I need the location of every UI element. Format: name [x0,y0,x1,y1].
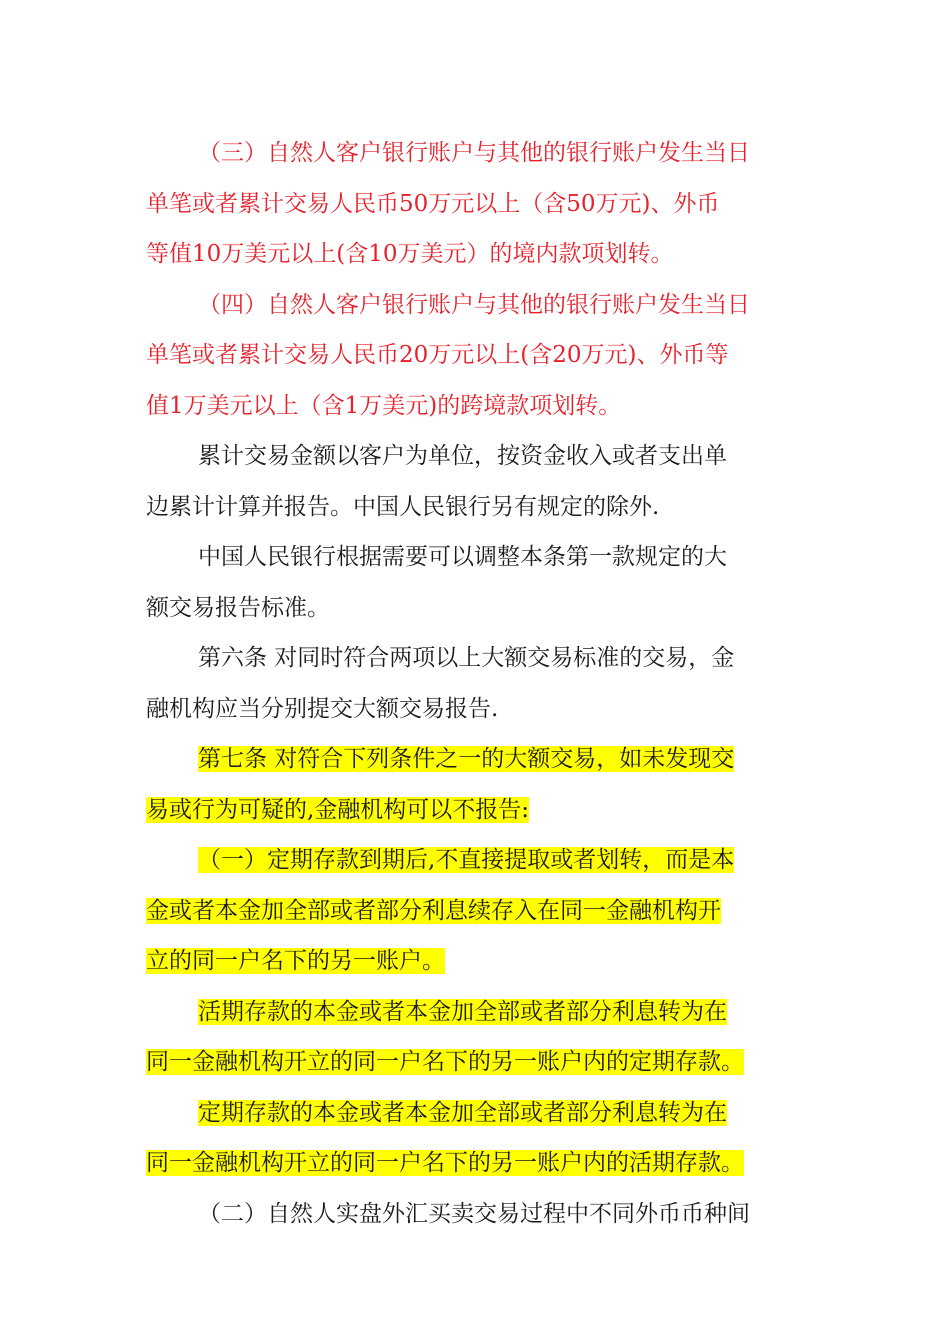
text-line: 累计交易金额以客户为单位，按资金收入或者支出单 [198,443,727,469]
highlighted-line-wrap [146,936,806,987]
text-line: 中国人民银行根据需要可以调整本条第一款规定的大 [198,544,727,570]
highlighted-line-wrap [146,1037,806,1088]
text-line: （四）自然人客户银行账户与其他的银行账户发生当日 [198,291,750,318]
text-line-highlighted: 第七条 对符合下列条件之一的大额交易，如未发现交 [198,746,735,772]
text-line-highlighted: 同一金融机构开立的同一户名下的另一账户内的活期存款。 [146,1150,744,1176]
highlighted-line-wrap [146,785,806,836]
text-line: 融机构应当分别提交大额交易报告. [146,695,499,722]
highlighted-line-wrap [146,987,806,1038]
text-line-highlighted: 定期存款的本金或者本金加全部或者部分利息转为在 [198,1099,727,1126]
highlighted-line-wrap [146,1138,806,1189]
highlighted-line-wrap [146,835,806,886]
text-line: 第六条 对同时符合两项以上大额交易标准的交易，金 [198,645,735,671]
highlighted-line-wrap [146,886,806,937]
text-line-highlighted: 金或者本金加全部或者部分利息续存入在同一金融机构开 [146,897,721,924]
text-line: 额交易报告标准。 [146,594,330,621]
text-line-highlighted: 活期存款的本金或者本金加全部或者部分利息转为在 [198,998,727,1025]
text-line: 单笔或者累计交易人民币20万元以上(含20万元)、外币等 [146,342,729,368]
text-line: 单笔或者累计交易人民币50万元以上（含50万元)、外币 [146,190,720,217]
text-line-highlighted: （一）定期存款到期后,不直接提取或者划转，而是本 [198,847,735,873]
document-body [146,128,806,1239]
text-line-highlighted: 易或行为可疑的,金融机构可以不报告: [146,796,530,823]
text-line: （二）自然人实盘外汇买卖交易过程中不同外币币种间 [198,1200,750,1227]
text-line: 等值10万美元以上(含10万美元）的境内款项划转。 [146,241,674,267]
text-line-highlighted: 立的同一户名下的另一账户。 [146,948,445,974]
highlighted-line-wrap [146,1088,806,1139]
text-line: 边累计计算并报告。中国人民银行另有规定的除外. [146,493,660,520]
text-line-highlighted: 同一金融机构开立的同一户名下的另一账户内的定期存款。 [146,1049,744,1075]
text-line: 值1万美元以上（含1万美元)的跨境款项划转。 [146,392,622,419]
text-line: （三）自然人客户银行账户与其他的银行账户发生当日 [198,140,750,166]
highlighted-line-wrap [146,734,806,785]
